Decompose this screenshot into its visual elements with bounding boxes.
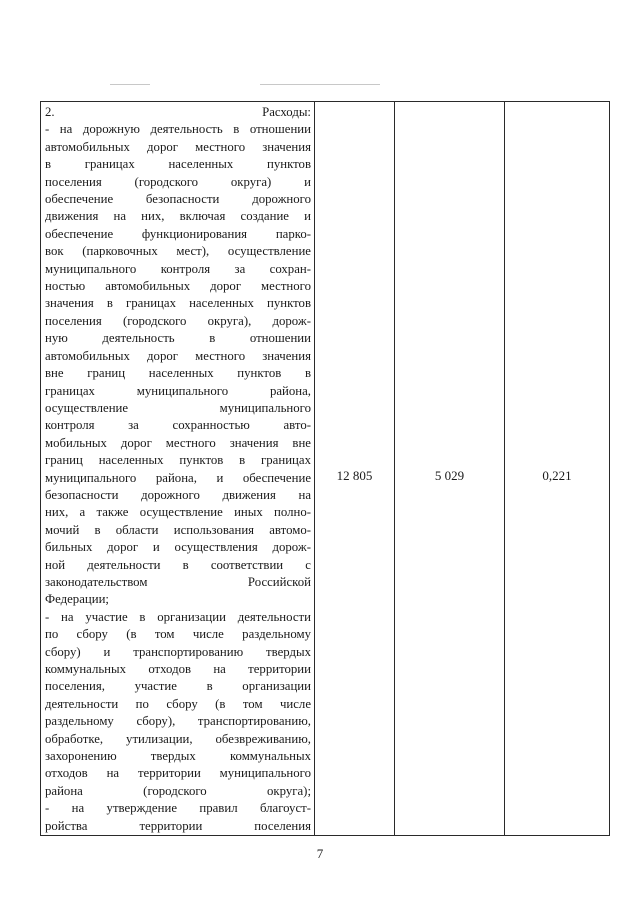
description-line: района (городского округа); — [45, 783, 311, 798]
description-line: ностью автомобильных дорог местного — [45, 279, 311, 294]
description-line: границ населенных пунктов в границах — [45, 453, 311, 468]
value-cell-3: 0,221 — [505, 102, 610, 836]
budget-table — [40, 101, 610, 836]
description-line: вне границ населенных пунктов в — [45, 366, 311, 381]
description-line: законодательством Российской — [45, 574, 311, 589]
description-line: обеспечение функционирования парко- — [45, 226, 311, 241]
value-cell-1: 12 805 — [315, 102, 395, 836]
scan-artifact-line — [260, 84, 380, 85]
description-line: захоронению твердых коммунальных — [45, 749, 311, 764]
description-line: муниципального района, и обеспечение — [45, 470, 311, 485]
description-line: деятельности по сбору (в том числе — [45, 696, 311, 711]
description-line: ную деятельность в отношении — [45, 331, 311, 346]
description-line: ной деятельности в соответствии с — [45, 557, 311, 572]
expense-description-text — [41, 102, 314, 835]
description-line: по сбору (в том числе раздельному — [45, 627, 311, 642]
description-line: мобильных дорог местного значения вне — [45, 435, 311, 450]
description-line: автомобильных дорог местного значения — [45, 139, 311, 154]
description-line: них, а также осуществление иных полно- — [45, 505, 311, 520]
description-line: осуществление муниципального — [45, 400, 311, 415]
description-line: бильных дорог и осуществления дорож- — [45, 540, 311, 555]
description-line: в границах населенных пунктов — [45, 157, 311, 172]
description-line: границах муниципального района, — [45, 383, 311, 398]
description-line: коммунальных отходов на территории — [45, 662, 311, 676]
description-line: сбору) и транспортированию твердых — [45, 644, 311, 659]
description-line: - на утверждение правил благоуст- — [45, 801, 311, 816]
description-line: 2. Расходы: — [45, 105, 311, 119]
description-line: безопасности дорожного движения на — [45, 487, 311, 502]
description-line: обеспечение безопасности дорожного — [45, 192, 311, 207]
page-number: 7 — [316, 846, 324, 861]
description-line: раздельному сбору), транспортированию, — [45, 714, 311, 729]
description-line: вок (парковочных мест), осуществление — [45, 244, 311, 259]
description-line: ройства территории поселения — [45, 818, 311, 833]
description-line: обработке, утилизации, обезвреживанию, — [45, 731, 311, 746]
description-line: поселения, участие в организации — [45, 679, 311, 694]
description-line: - на участие в организации деятельности — [45, 609, 311, 624]
expense-description-cell — [41, 102, 315, 836]
description-line: значения в границах населенных пунктов — [45, 296, 311, 311]
description-line: контроля за сохранностью авто- — [45, 418, 311, 433]
value-cell-2: 5 029 — [395, 102, 505, 836]
description-line: движения на них, включая создание и — [45, 209, 311, 224]
description-line: отходов на территории муниципального — [45, 766, 311, 781]
description-line: поселения (городского округа), дорож- — [45, 313, 311, 328]
description-line: автомобильных дорог местного значения — [45, 348, 311, 363]
description-line: - на дорожную деятельность в отношении — [45, 122, 311, 137]
description-line: муниципального контроля за сохран- — [45, 261, 311, 276]
scan-artifact-line — [110, 84, 150, 85]
description-line: мочий в области использования автомо- — [45, 522, 311, 537]
table-row — [41, 102, 610, 836]
description-line: поселения (городского округа) и — [45, 174, 311, 189]
description-line: Федерации; — [45, 592, 109, 607]
